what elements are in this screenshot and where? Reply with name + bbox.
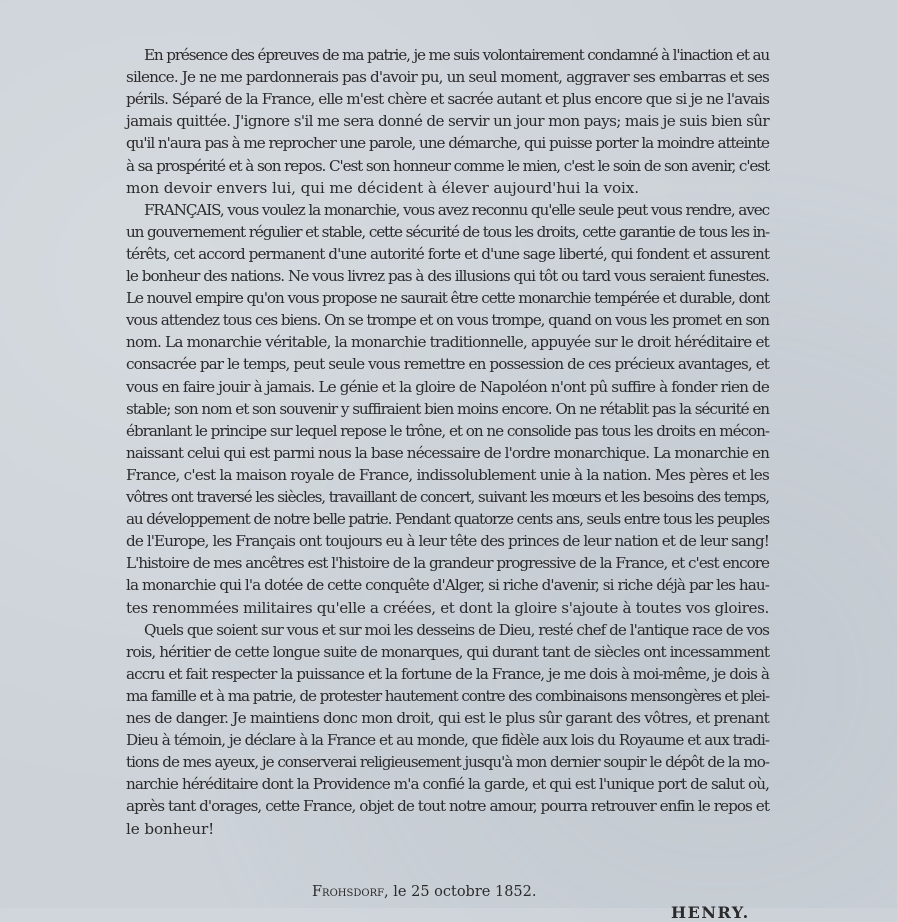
text-line: stable; son nom et son souvenir y suffiraient bien moins encore. On ne rétablit pas la sécurité en (126, 399, 769, 418)
text-line: ébranlant le principe sur lequel repose le trône, et on ne consolide pas tous les droits en mécon- (126, 421, 769, 440)
signature: HENRY. (671, 903, 750, 922)
text-line: de l'Europe, les Français ont toujours eu à leur tête des princes de leur nation et de leur sang! (126, 532, 769, 551)
text-line: vôtres ont traversé les siècles, travaillant de concert, suivant les mœurs et les besoins des temps, (126, 488, 769, 506)
date-text: , le 25 octobre 1852. (384, 884, 537, 900)
place-name: Frohsdorf (312, 884, 385, 900)
text-line: tes renommées militaires qu'elle a créées, et dont la gloire s'ajoute à toutes vos gloires. (126, 598, 769, 617)
text-line: rois, héritier de cette longue suite de monarques, qui durant tant de siècles ont incessamment (126, 642, 769, 661)
text-line: Quels que soient sur vous et sur moi les desseins de Dieu, resté chef de l'antique race de vos (144, 620, 769, 639)
place-and-date (312, 884, 536, 900)
text-line: périls. Séparé de la France, elle m'est chère et sacrée autant et plus encore que si je ne l'avais (126, 90, 769, 109)
text-line: silence. Je ne me pardonnerais pas d'avoir pu, un seul moment, aggraver ses embarras et ses (126, 68, 769, 87)
text-line: FRANÇAIS, vous voulez la monarchie, vous avez reconnu qu'elle seule peut vous rendre, avec (144, 200, 769, 219)
text-line: France, c'est la maison royale de France, indissolublement unie à la nation. Mes pères et les (126, 465, 769, 484)
text-line: à sa prospérité et à son repos. C'est son honneur comme le mien, c'est le soin de son avenir, c'est (126, 156, 769, 175)
text-line: ma famille et à ma patrie, de protester hautement contre des combinaisons mensongères et plei- (126, 686, 769, 705)
text-line: mon devoir envers lui, qui me décident à élever aujourd'hui la voix. (126, 178, 639, 197)
text-line: la monarchie qui l'a dotée de cette conquête d'Alger, si riche d'avenir, si riche déjà par les hau- (126, 576, 769, 595)
text-line: vous attendez tous ces biens. On se trompe et on vous trompe, quand on vous les promet en son (126, 311, 769, 330)
text-line: L'histoire de mes ancêtres est l'histoire de la grandeur progressive de la France, et c'est encore (126, 554, 769, 573)
text-line: un gouvernement régulier et stable, cette sécurité de tous les droits, cette garantie de tous les in- (126, 222, 769, 241)
text-line: accru et fait respecter la puissance et la fortune de la France, je me dois à moi-même, je dois à (126, 664, 769, 683)
text-line: térêts, cet accord permanent d'une autorité forte et d'une sage liberté, qui fondent et assurent (126, 244, 769, 263)
text-line: au développement de notre belle patrie. Pendant quatorze cents ans, seuls entre tous les peuples (126, 510, 769, 529)
text-line: Dieu à témoin, je déclare à la France et au monde, que fidèle aux lois du Royaume et aux tradi- (126, 731, 769, 750)
text-line: consacrée par le temps, peut seule vous remettre en possession de ces précieux avantages, et (126, 355, 769, 374)
text-line: nom. La monarchie véritable, la monarchie traditionnelle, appuyée sur le droit héréditaire et (126, 333, 769, 352)
text-line: naissant celui qui est parmi nous la base nécessaire de l'ordre monarchique. La monarchie en (126, 443, 769, 462)
text-line: En présence des épreuves de ma patrie, je me suis volontairement condamné à l'inaction et au (144, 46, 769, 64)
text-line: le bonheur des nations. Ne vous livrez pas à des illusions qui tôt ou tard vous seraient funestes. (126, 267, 769, 285)
text-line: jamais quittée. J'ignore s'il me sera donné de servir un jour mon pays; mais je suis bien sûr (126, 112, 769, 131)
text-line: Le nouvel empire qu'on vous propose ne saurait être cette monarchie tempérée et durable, dont (126, 289, 769, 308)
text-line: narchie héréditaire dont la Providence m'a confié la garde, et qui est l'unique port de salut où, (126, 775, 769, 794)
text-line: le bonheur! (126, 819, 215, 838)
text-line: qu'il n'aura pas à me reprocher une parole, une démarche, qui puisse porter la moindre atteinte (126, 134, 769, 153)
text-line: nes de danger. Je maintiens donc mon droit, qui est le plus sûr garant des vôtres, et prenant (126, 709, 769, 727)
text-line: après tant d'orages, cette France, objet de tout notre amour, pourra retrouver enfin le repos et (126, 797, 769, 816)
proclamation-page (126, 36, 769, 922)
text-line: vous en faire jouir à jamais. Le génie et la gloire de Napoléon n'ont pû suffire à fonder rien de (126, 377, 769, 396)
text-line: tions de mes ayeux, je conserverai religieusement jusqu'à mon dernier soupir le dépôt de la mo- (126, 753, 769, 772)
